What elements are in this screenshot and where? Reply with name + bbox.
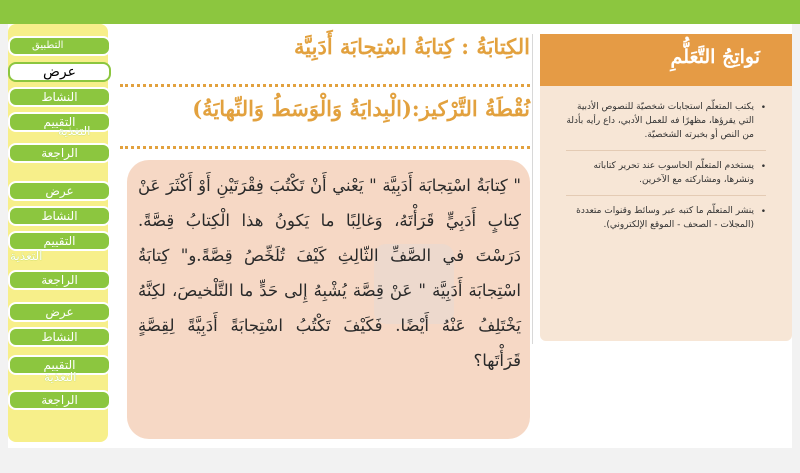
outcome-item — [566, 159, 766, 196]
title-divider — [120, 84, 530, 87]
nav-label: الراجعة — [41, 393, 78, 407]
focus-title: نُقْطَةُ التَّرْكيز:(الْبِدايَةُ وَالْوَسَطُ وَالنِّهايَةُ) — [192, 96, 530, 121]
bullet-icon: • — [760, 162, 766, 172]
nav-label: النشاط — [41, 90, 78, 104]
nav-item-view-2[interactable] — [8, 181, 111, 201]
nav-item-activity-1[interactable] — [8, 87, 111, 107]
nav-item-assessment-2[interactable] — [8, 231, 111, 251]
nav-label: عرض — [45, 305, 74, 319]
nav-label: التقييم — [43, 358, 76, 372]
nav-label: النشاط — [41, 330, 78, 344]
outcomes-title: نَواتِجُ التَّعَلُّمِ — [670, 46, 760, 68]
lesson-title: الكِتابَةُ : كِتابَةُ اسْتِجابَة أَدَبِيَّة — [294, 34, 530, 59]
nav-item-view-1[interactable] — [8, 62, 111, 82]
nav-label: النشاط — [41, 209, 78, 223]
column-separator — [532, 34, 533, 344]
bottom-bar — [0, 448, 800, 473]
nav-label: التقييم — [43, 115, 76, 129]
outcome-item — [566, 204, 766, 240]
bullet-icon: • — [760, 207, 766, 217]
nav-label: الراجعة — [41, 273, 78, 287]
lesson-paragraph: " كِتابَةُ اسْتِجابَة أَدَبِيَّة " يَعْني أَنْ تَكْتُبَ فِقْرَتَيْنِ أَوْ أَكْثَرَ عَنْ كِتابٍ أَدَبِيٍّ قَرَأْتَهُ، وَغالِبًا ما يَكونُ هذا الْكِتابُ قِصَّةً. دَرَسْتَ في الصَّفِّ الثّالِثِ كَيْفَ تُلَخِّصُ قِصَّةً.و" كِتابَةُ اسْتِجابَة أَدَبِيَّة " عَنْ قِصَّة يُشْبِهُ إِلى حَدٍّ ما التَّلْخيصَ، لكِنَّهُ يَخْتَلِفُ عَنْهُ أَيْضًا. فَكَيْفَ تَكْتُبُ اسْتِجابَةً أَدَبِيَّةً لِقِصَّةٍ قَرَأْتَها؟ — [138, 176, 521, 370]
top-bar — [0, 0, 800, 24]
outcomes-header — [540, 34, 792, 86]
nav-label: التطبيق — [32, 40, 64, 51]
nav-item-view-3[interactable] — [8, 302, 111, 322]
outcome-text: ينشر المتعلّم ما كتبه عبر وسائط وقنوات متعددة (المجلات - الصحف - الموقع الإلكتروني). — [576, 206, 754, 230]
nav-item-application[interactable] — [8, 36, 111, 56]
nav-item-feedback-1[interactable] — [8, 143, 111, 163]
nav-overlay-feedback-2: التغذية — [10, 249, 43, 263]
nav-item-activity-2[interactable] — [8, 206, 111, 226]
outcomes-list — [566, 100, 766, 248]
nav-label: التقييم — [43, 234, 76, 248]
nav-item-feedback-2[interactable] — [8, 270, 111, 290]
nav-label: الراجعة — [41, 146, 78, 160]
nav-overlay-feedback-1: التغذية — [58, 124, 91, 138]
nav-item-activity-3[interactable] — [8, 327, 111, 347]
nav-label: عرض — [45, 184, 74, 198]
outcome-item — [566, 100, 766, 151]
outcome-text: يستخدم المتعلّم الحاسوب عند تحرير كتاباته ونشرها، ومشاركته مع الآخرين. — [593, 161, 754, 185]
outcome-text: يكتب المتعلّم استجابات شخصيّة للنصوص الأدبية التي يقرؤها، مظهرًا فه للعمل الأدبي، داع رأيه بأدلة من النص أو بخبرته الشخصيّة. — [566, 102, 754, 140]
bullet-icon: • — [760, 103, 766, 113]
nav-overlay-feedback-3: التغذية — [44, 370, 77, 384]
focus-divider — [120, 146, 530, 149]
nav-item-feedback-3[interactable] — [8, 390, 111, 410]
nav-label: عرض — [42, 64, 76, 80]
